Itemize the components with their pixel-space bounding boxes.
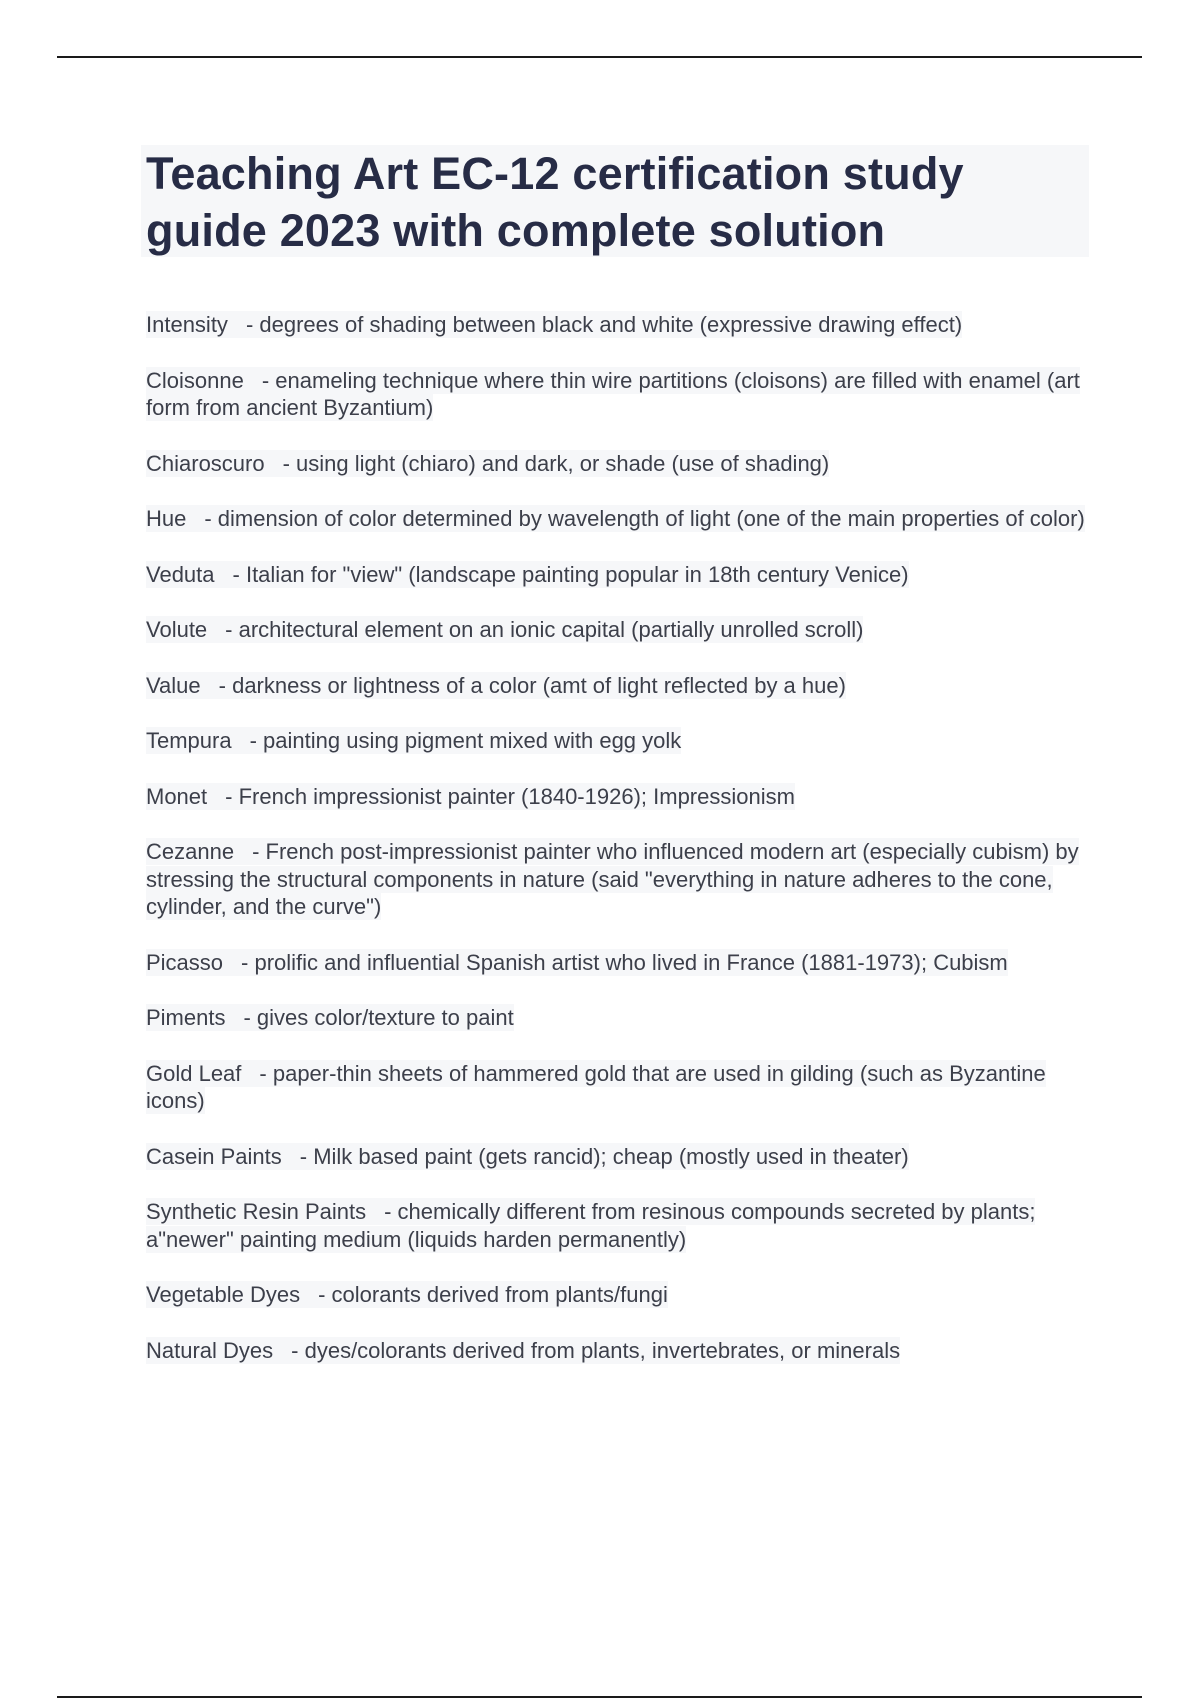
term-definition: - French impressionist painter (1840-1926); Impressionism	[225, 783, 795, 809]
term-word: Gold Leaf	[146, 1060, 242, 1086]
list-item	[146, 949, 1091, 977]
list-item	[146, 311, 1091, 339]
term-word: Intensity	[146, 312, 228, 337]
list-item	[146, 1337, 1091, 1365]
top-divider	[57, 56, 1142, 58]
term-definition: - French post-impressionist painter who influenced modern art (especially cubism) by stressing the structural components in nature (said "everything in nature adheres to the cone, cylinder, and the curve")	[146, 839, 1079, 919]
list-item	[146, 1198, 1091, 1253]
term-definition: - chemically different from resinous compounds secreted by plants; a"newer" painting medium (liquids harden permanently)	[146, 1199, 1036, 1252]
term-word: Volute	[146, 617, 208, 642]
list-item	[146, 367, 1091, 422]
term-definition: - prolific and influential Spanish artist who lived in France (1881-1973); Cubism	[241, 949, 1008, 975]
term-definition: - Milk based paint (gets rancid); cheap (mostly used in theater)	[299, 1143, 909, 1169]
list-item	[146, 1281, 1091, 1309]
term-word: Tempura	[146, 728, 232, 753]
list-item	[146, 1004, 1091, 1032]
term-word: Cezanne	[146, 839, 235, 864]
term-word: Cloisonne	[146, 367, 244, 393]
list-item	[146, 616, 1091, 644]
term-definition: - enameling technique where thin wire partitions (cloisons) are filled with enamel (art form from ancient Byzantium)	[146, 367, 1080, 420]
term-definition: - Italian for "view" (landscape painting popular in 18th century Venice)	[232, 561, 909, 587]
term-word: Veduta	[146, 561, 215, 587]
list-item	[146, 783, 1091, 811]
term-list	[146, 311, 1091, 1392]
term-word: Monet	[146, 783, 208, 809]
term-definition: - painting using pigment mixed with egg yolk	[249, 728, 682, 753]
term-word: Casein Paints	[146, 1143, 282, 1169]
term-definition: - paper-thin sheets of hammered gold that are used in gilding (such as Byzantine icons)	[146, 1060, 1046, 1113]
list-item	[146, 450, 1091, 478]
list-item	[146, 727, 1091, 755]
list-item	[146, 1060, 1091, 1115]
list-item	[146, 505, 1091, 533]
term-word: Value	[146, 672, 201, 698]
term-definition: - gives color/texture to paint	[243, 1005, 514, 1030]
bottom-divider	[57, 1696, 1142, 1698]
list-item	[146, 1143, 1091, 1171]
term-definition: - using light (chiaro) and dark, or shade (use of shading)	[282, 450, 830, 476]
term-word: Hue	[146, 506, 187, 531]
page-title: Teaching Art EC-12 certification study guide 2023 with complete solution	[146, 148, 964, 256]
list-item	[146, 838, 1091, 921]
term-definition: - colorants derived from plants/fungi	[318, 1282, 668, 1307]
term-word: Synthetic Resin Paints	[146, 1199, 367, 1224]
term-word: Vegetable Dyes	[146, 1282, 301, 1307]
list-item	[146, 672, 1091, 700]
list-item	[146, 561, 1091, 589]
term-word: Chiaroscuro	[146, 450, 265, 476]
term-word: Natural Dyes	[146, 1337, 274, 1363]
term-definition: - dyes/colorants derived from plants, invertebrates, or minerals	[291, 1337, 901, 1363]
term-definition: - architectural element on an ionic capital (partially unrolled scroll)	[225, 617, 864, 642]
term-definition: - degrees of shading between black and white (expressive drawing effect)	[245, 312, 963, 337]
term-word: Picasso	[146, 949, 224, 975]
term-word: Piments	[146, 1005, 226, 1030]
term-definition: - darkness or lightness of a color (amt of light reflected by a hue)	[218, 672, 846, 698]
term-definition: - dimension of color determined by wavelength of light (one of the main properties of color)	[204, 506, 1085, 531]
